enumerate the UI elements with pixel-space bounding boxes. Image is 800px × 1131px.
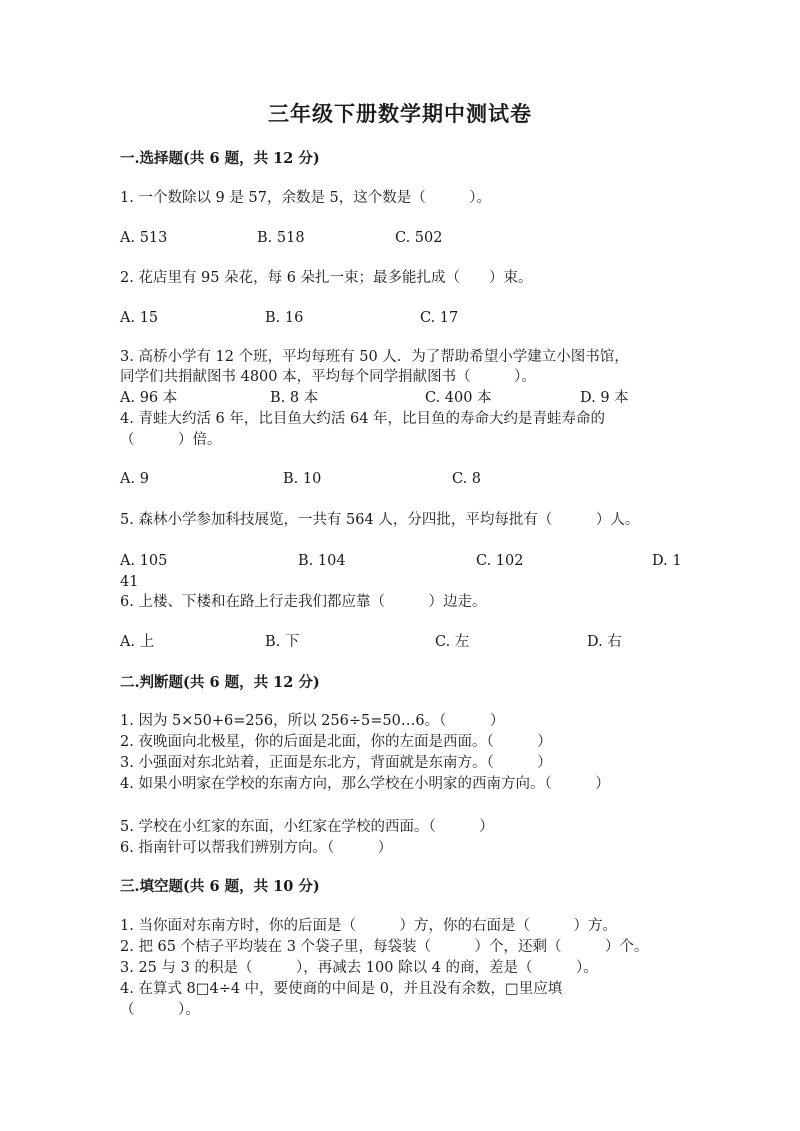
option: C. 400 本 [425, 390, 492, 406]
option: A. 105 [120, 553, 168, 569]
option: C. 17 [420, 310, 459, 326]
question-text: 3. 高桥小学有 12 个班，平均每班有 50 人．为了帮助希望小学建立小图书馆， [120, 349, 629, 365]
option: B. 10 [283, 471, 322, 487]
judge-item: 5. 学校在小红家的东面，小红家在学校的西面。（ ） [120, 819, 494, 835]
option-wrap: 41 [120, 574, 139, 590]
option: C. 102 [476, 553, 524, 569]
question-text: 1. 一个数除以 9 是 57，余数是 5，这个数是（ ）。 [120, 190, 492, 206]
option: A. 9 [120, 471, 149, 487]
fill-item: 4. 在算式 8□4÷4 中，要使商的中间是 0，并且没有余数，□里应填 [120, 981, 563, 997]
option: C. 8 [452, 471, 482, 487]
question-text: 同学们共捐献图书 4800 本，平均每个同学捐献图书（ ）。 [120, 369, 536, 385]
option: D. 右 [587, 634, 622, 650]
option: B. 16 [265, 310, 304, 326]
option: B. 104 [298, 553, 346, 569]
question-text: 4. 青蛙大约活 6 年，比目鱼大约活 64 年，比目鱼的寿命大约是青蛙寿命的 [120, 411, 606, 427]
judge-item: 1. 因为 5×50+6=256，所以 256÷5=50…6。（ ） [120, 713, 505, 729]
section-heading-judge: 二.判断题(共 6 题，共 12 分) [120, 674, 320, 691]
question-text: 2. 花店里有 95 朵花，每 6 朵扎一束；最多能扎成（ ）束。 [120, 270, 533, 286]
fill-item: （ ）。 [120, 1002, 200, 1018]
option: A. 上 [120, 634, 155, 650]
question-text: 6. 上楼、下楼和在路上行走我们都应靠（ ）边走。 [120, 594, 487, 610]
section-heading-fill: 三.填空题(共 6 题，共 10 分) [120, 878, 320, 895]
option: A. 15 [120, 310, 159, 326]
question-text: （ ）倍。 [120, 432, 222, 448]
option: D. 1 [652, 553, 682, 569]
fill-item: 1. 当你面对东南方时，你的后面是（ ）方，你的右面是（ ）方。 [120, 918, 617, 934]
question-text: 5. 森林小学参加科技展览，一共有 564 人，分四批，平均每批有（ ）人。 [120, 512, 640, 528]
judge-item: 3. 小强面对东北站着，正面是东北方，背面就是东南方。（ ） [120, 755, 552, 771]
option: A. 513 [120, 230, 168, 246]
option: C. 左 [435, 634, 470, 650]
judge-item: 6. 指南针可以帮我们辨别方向。（ ） [120, 840, 393, 856]
option: B. 8 本 [270, 390, 319, 406]
judge-item: 4. 如果小明家在学校的东南方向，那么学校在小明家的西南方向。（ ） [120, 776, 610, 792]
section-heading-choice: 一.选择题(共 6 题，共 12 分) [120, 150, 320, 167]
fill-item: 2. 把 65 个桔子平均装在 3 个袋子里，每袋装（ ）个，还剩（ ）个。 [120, 939, 649, 955]
fill-item: 3. 25 与 3 的积是（ ），再减去 100 除以 4 的商，差是（ ）。 [120, 960, 598, 976]
option: D. 9 本 [580, 390, 629, 406]
option: C. 502 [395, 230, 443, 246]
option: B. 518 [257, 230, 305, 246]
option: A. 96 本 [120, 390, 178, 406]
page-title: 三年级下册数学期中测试卷 [268, 101, 532, 126]
judge-item: 2. 夜晚面向北极星，你的后面是北面，你的左面是西面。（ ） [120, 734, 552, 750]
option: B. 下 [265, 634, 300, 650]
